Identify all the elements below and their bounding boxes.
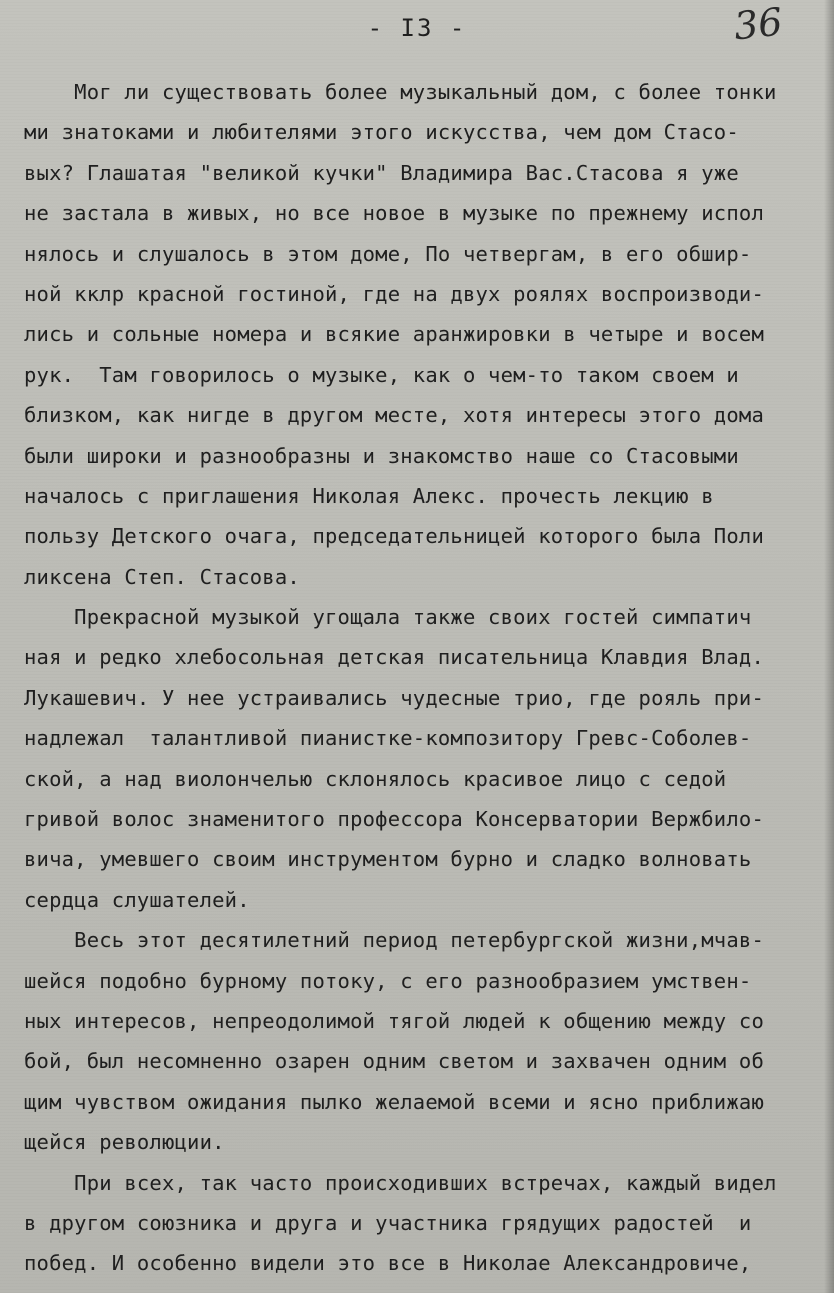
text-line: Мог ли существовать более музыкальный дом, с более тонки <box>24 80 777 104</box>
text-line: побед. И особенно видели это все в Николае Александровиче, <box>24 1251 752 1276</box>
text-line: вича, умевшего своим инструментом бурно и сладко волновать <box>24 847 752 872</box>
text-line: Весь этот десятилетний период петербургской жизни,мчав- <box>24 928 764 953</box>
text-line: ской, а над виолончелью склонялось красивое лицо с седой <box>24 766 727 791</box>
page-number: - I3 - <box>367 14 467 42</box>
text-line: лись и сольные номера и всякие аранжировки в четыре и восем <box>24 322 764 347</box>
text-line: пользу Детского очага, председательницей которого была Поли <box>24 524 764 549</box>
text-line: были широки и разнообразны и знакомство наше со Стасовыми <box>24 443 739 468</box>
text-line: вых? Глашатая "великой кучки" Владимира Вас.Стасова я уже <box>24 160 739 185</box>
text-line: Лукашевич. У нее устраивались чудесные трио, где рояль при- <box>24 685 764 710</box>
text-line: ми знатоками и любителями этого искусства, чем дом Стасо- <box>24 120 739 145</box>
text-line: рук. Там говорилось о музыке, как о чем-то таком своем и <box>24 362 739 387</box>
text-line: ная и редко хлебосольная детская писательница Клавдия Влад. <box>24 645 764 670</box>
text-line: бой, был несомненно озарен одним светом и захвачен одним об <box>24 1049 764 1074</box>
text-line: ликсена Степ. Стасова. <box>24 564 300 589</box>
text-line: сердца слушателей. <box>24 887 250 912</box>
text-line: близком, как нигде в другом месте, хотя интересы этого дома <box>24 403 764 428</box>
text-line: надлежал талантливой пианистке-композитору Гревс-Соболев- <box>24 726 752 751</box>
text-line: При всех, так часто происходивших встречах, каждый видел <box>24 1170 777 1195</box>
page-edge-shadow <box>824 0 834 1293</box>
text-line: ных интересов, непреодолимой тягой людей к общению между со <box>24 1008 764 1033</box>
text-line: щим чувством ожидания пылко желаемой всеми и ясно приближаю <box>24 1089 764 1114</box>
body-text <box>24 72 824 1284</box>
text-line: шейся подобно бурному потоку, с его разнообразием умствен- <box>24 968 752 993</box>
text-line: не застала в живых, но все новое в музыке по прежнему испол <box>24 201 764 226</box>
text-line: гривой волос знаменитого профессора Консерватории Вержбило- <box>24 807 764 832</box>
text-line: Прекрасной музыкой угощала также своих гостей симпатич <box>24 605 752 630</box>
archive-folio-number: 36 <box>731 0 785 49</box>
text-line: началось с приглашения Николая Алекс. прочесть лекцию в <box>24 483 714 508</box>
text-line: в другом союзника и друга и участника грядущих радостей и <box>24 1210 752 1235</box>
text-line: ной кклр красной гостиной, где на двух роялях воспроизводи- <box>24 281 764 306</box>
text-line: нялось и слушалось в этом доме, По четвергам, в его обшир- <box>24 241 752 266</box>
text-line: щейся революции. <box>24 1130 225 1155</box>
